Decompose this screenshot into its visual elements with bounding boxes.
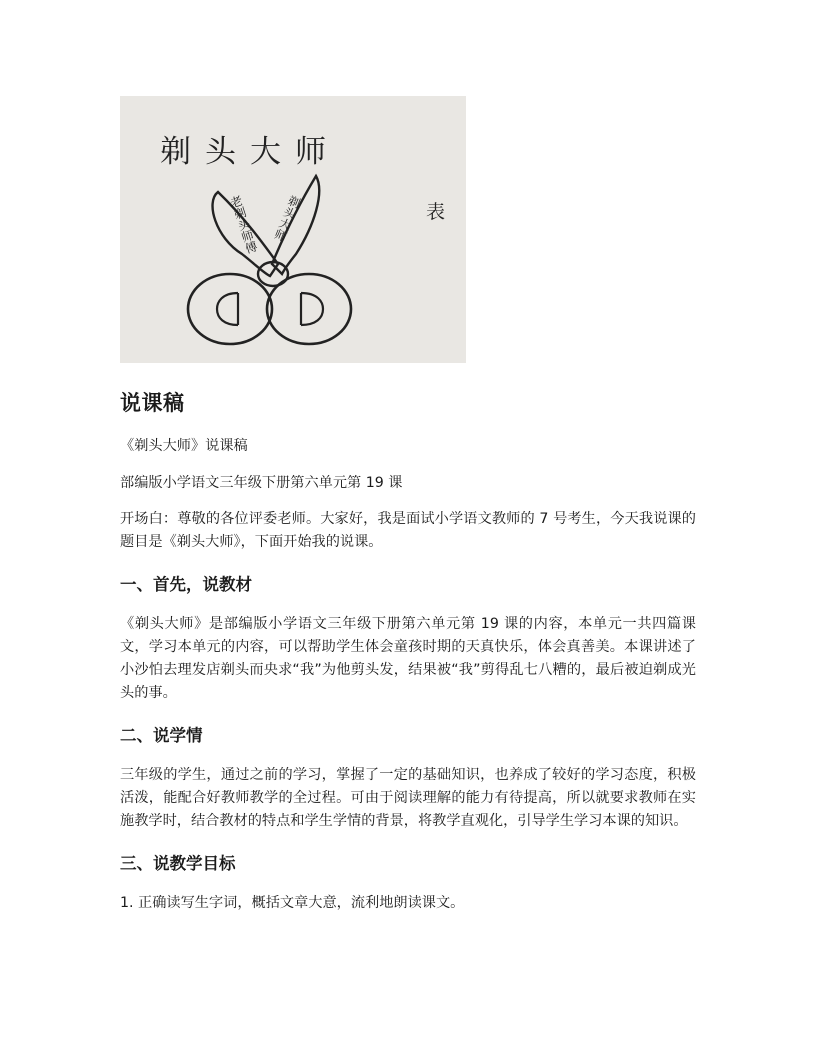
left-blade-text: 老剃头师傅 bbox=[227, 193, 260, 256]
section-heading: 三、说教学目标 bbox=[120, 854, 236, 873]
handwritten-side-note: 表 bbox=[426, 201, 446, 223]
right-blade-text: 剃头大师 bbox=[271, 193, 303, 244]
section-body: 1. 正确读写生字词，概括文章大意，流利地朗读课文。 bbox=[120, 895, 465, 911]
section-body: 三年级的学生，通过之前的学习，掌握了一定的基础知识，也养成了较好的学习态度，积极活泼，能配合好教师教学的全过程。可由于阅读理解的能力有待提高，所以就要求教师在实施教学时，结合教材的特点和学生学情的背景，将教学直观化，引导学生学习本课的知识。 bbox=[120, 767, 696, 829]
opening-paragraph: 开场白：尊敬的各位评委老师。大家好，我是面试小学语文教师的 7 号考生，今天我说课的题目是《剃头大师》，下面开始我的说课。 bbox=[120, 511, 696, 550]
scissors-drawing bbox=[120, 96, 466, 363]
section-heading: 一、首先，说教材 bbox=[120, 575, 252, 594]
handwritten-title: 剃头大师 bbox=[160, 134, 340, 170]
document-page bbox=[120, 96, 696, 915]
grade-unit-line: 部编版小学语文三年级下册第六单元第 19 课 bbox=[120, 475, 403, 491]
scissors-sketch-image bbox=[120, 96, 466, 363]
section-body: 《剃头大师》是部编版小学语文三年级下册第六单元第 19 课的内容，本单元一共四篇课文，学习本单元的内容，可以帮助学生体会童孩时期的天真快乐，体会真善美。本课讲述了小沙怕去理发店剃头而央求“我”为他剪头发，结果被“我”剪得乱七八糟的，最后被迫剃成光头的事。 bbox=[120, 616, 696, 701]
document-title: 说课稿 bbox=[120, 391, 185, 415]
section-heading: 二、说学情 bbox=[120, 726, 203, 745]
lesson-subtitle: 《剃头大师》说课稿 bbox=[120, 438, 248, 454]
